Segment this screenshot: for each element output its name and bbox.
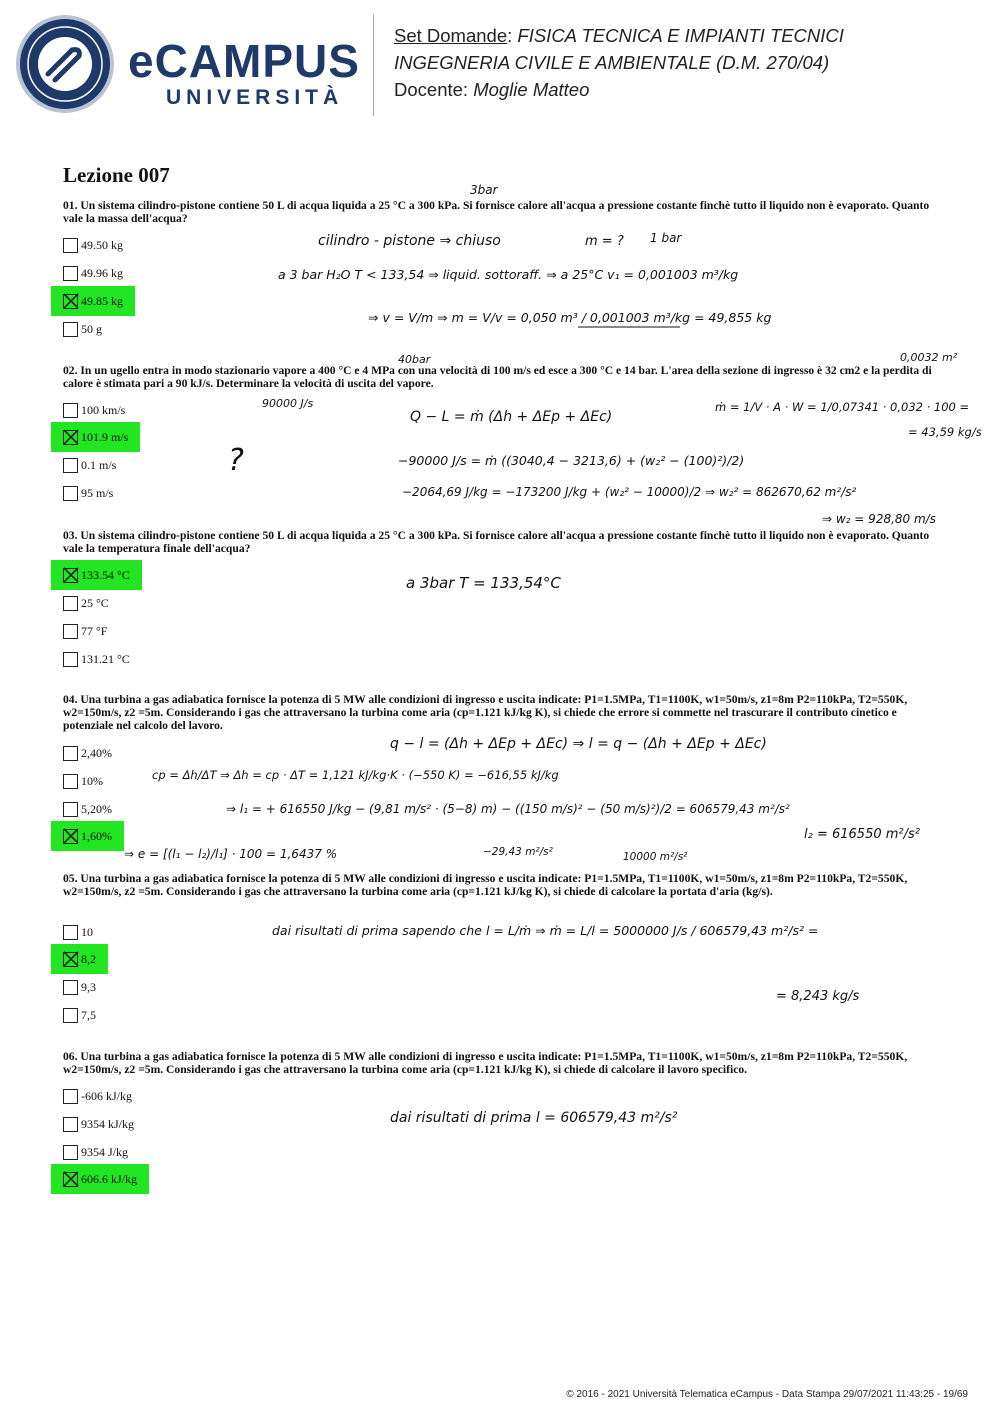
checkbox[interactable] bbox=[63, 925, 78, 940]
hw-note: Q − L = ṁ (Δh + ΔEp + ΔEc) bbox=[410, 409, 613, 425]
answer-option[interactable] bbox=[63, 1115, 134, 1133]
answer-option[interactable] bbox=[63, 236, 123, 254]
option-label: 77 °F bbox=[81, 623, 108, 638]
answer-option[interactable] bbox=[63, 484, 113, 502]
option-label: 133.54 °C bbox=[81, 567, 130, 582]
checkbox[interactable] bbox=[63, 486, 78, 501]
option-label: 9354 kJ/kg bbox=[81, 1116, 135, 1131]
page-footer: © 2016 - 2021 Università Telematica eCampus - Data Stampa 29/07/2021 11:43:25 - 19/69 bbox=[566, 1389, 968, 1400]
answer-option-selected[interactable] bbox=[51, 821, 124, 851]
option-label: 9,3 bbox=[81, 979, 96, 994]
checkbox[interactable] bbox=[63, 774, 78, 789]
hw-note: dai risultati di prima l = 606579,43 m²/s² bbox=[390, 1110, 678, 1126]
answer-option[interactable] bbox=[63, 594, 109, 612]
option-label: 0.1 m/s bbox=[81, 457, 117, 472]
question-text: 03. Un sistema cilindro-pistone contiene 50 L di acqua liquida a 25 °C a 300 kPa. Si fornisce calore all'acqua a pressione costante finchè tutto il liquido non è evaporato. Quanto vale la temperatura finale dell'acqua? bbox=[63, 529, 930, 555]
option-label: 606.6 kJ/kg bbox=[81, 1171, 138, 1186]
checkbox-checked[interactable] bbox=[63, 568, 78, 583]
hw-note: 0,0032 m² bbox=[900, 351, 958, 364]
hw-note: ⇒ l₁ = + 616550 J/kg − (9,81 m/s² · (5−8) m) − ((150 m/s)² − (50 m/s)²)/2 = 606579,43 m²/s² bbox=[226, 802, 790, 816]
hw-note: ? bbox=[228, 443, 244, 478]
course-line-1: FISICA TECNICA E IMPIANTI TECNICI bbox=[517, 25, 844, 46]
hw-note: −2064,69 J/kg = −173200 J/kg + (w₂² − 10000)/2 ⇒ w₂² = 862670,62 m²/s² bbox=[402, 485, 857, 499]
x-mark-icon bbox=[62, 827, 80, 845]
x-mark-icon bbox=[62, 292, 80, 310]
option-label: 10% bbox=[81, 773, 103, 788]
answer-option-selected[interactable] bbox=[51, 1164, 149, 1194]
option-label: 7,5 bbox=[81, 1007, 96, 1022]
x-mark-icon bbox=[62, 428, 80, 446]
answer-option[interactable] bbox=[63, 923, 93, 941]
question-text: 06. Una turbina a gas adiabatica fornisce la potenza di 5 MW alle condizioni di ingresso e uscita indicate: P1=1.5MPa, T1=1100K, w1=50m/s, z1=8m P2=110kPa, T2=550K, w2=150m/s, z2 =5m. Considerando i gas che attraversano la turbina come aria (cp=1.121 kJ/kg K), si chiede di calcolare il lavoro specifico. bbox=[63, 1050, 908, 1076]
option-label: 101.9 m/s bbox=[81, 429, 129, 444]
option-label: 49.50 kg bbox=[81, 237, 123, 252]
option-label: 5,20% bbox=[81, 801, 112, 816]
question-text: 04. Una turbina a gas adiabatica fornisce la potenza di 5 MW alle condizioni di ingresso e uscita indicate: P1=1.5MPa, T1=1100K, w1=50m/s, z1=8m P2=110kPa, T2=550K, w2=150m/s, z2 =5m. Considerando i gas che attraversano la turbina come aria (cp=1.121 kJ/kg K), si chiede che errore si commette nel trascurare il contributo cinetico e potenziale nel calcolo del lavoro. bbox=[63, 693, 908, 732]
option-label: 49.96 kg bbox=[81, 265, 123, 280]
hw-note: dai risultati di prima sapendo che l = L/ṁ ⇒ ṁ = L/l = 5000000 J/s / 606579,43 m²/s² = bbox=[272, 923, 819, 938]
x-mark-icon bbox=[62, 566, 80, 584]
checkbox[interactable] bbox=[63, 1008, 78, 1023]
answer-option[interactable] bbox=[63, 456, 116, 474]
answer-option[interactable] bbox=[63, 978, 96, 996]
checkbox-checked[interactable] bbox=[63, 829, 78, 844]
checkbox[interactable] bbox=[63, 238, 78, 253]
answer-option[interactable] bbox=[63, 650, 130, 668]
answer-option-selected[interactable] bbox=[51, 286, 135, 316]
hw-note: ⇒ w₂ = 928,80 m/s bbox=[822, 512, 936, 526]
answer-option[interactable] bbox=[63, 1143, 128, 1161]
checkbox[interactable] bbox=[63, 980, 78, 995]
course-line-2: INGEGNERIA CIVILE E AMBIENTALE (D.M. 270/04) bbox=[394, 52, 830, 73]
hw-note: ⇒ v = V/m ⇒ m = V/v = 0,050 m³ / 0,001003 m³/kg = 49,855 kg bbox=[368, 310, 772, 325]
page-header bbox=[0, 0, 1000, 130]
x-mark-icon bbox=[62, 950, 80, 968]
checkbox[interactable] bbox=[63, 746, 78, 761]
hw-note: 40bar bbox=[398, 353, 431, 366]
answer-option[interactable] bbox=[63, 320, 102, 338]
hw-note: 3bar bbox=[470, 183, 498, 197]
option-label: 9354 J/kg bbox=[81, 1144, 129, 1159]
question-text: 05. Una turbina a gas adiabatica fornisce la potenza di 5 MW alle condizioni di ingresso e uscita indicate: P1=1.5MPa, T1=1100K, w1=50m/s, z1=8m P2=110kPa, T2=550K, w2=150m/s, z2 =5m. Considerando i gas che attraversano la turbina come aria (cp=1.121 kJ/kg K), si chiede di calcolare la portata d'aria (kg/s). bbox=[63, 872, 908, 898]
checkbox-checked[interactable] bbox=[63, 1172, 78, 1187]
answer-option-selected[interactable] bbox=[51, 560, 142, 590]
option-label: 10 bbox=[81, 924, 93, 939]
answer-option[interactable] bbox=[63, 622, 107, 640]
header-info: Set Domande: FISICA TECNICA E IMPIANTI TECNICI INGEGNERIA CIVILE E AMBIENTALE (D.M. 270/04) Docente: Moglie Matteo bbox=[394, 25, 844, 100]
university-seal-logo bbox=[15, 14, 115, 114]
question-text: 01. Un sistema cilindro-pistone contiene 50 L di acqua liquida a 25 °C a 300 kPa. Si fornisce calore all'acqua a pressione costante finchè tutto il liquido non è evaporato. Quanto vale la massa dell'acqua? bbox=[63, 199, 930, 225]
checkbox[interactable] bbox=[63, 652, 78, 667]
checkbox[interactable] bbox=[63, 596, 78, 611]
brand-logo bbox=[128, 35, 360, 110]
hw-note: cp = Δh/ΔT ⇒ Δh = cp · ΔT = 1,121 kJ/kg·K · (−550 K) = −616,55 kJ/kg bbox=[152, 768, 559, 782]
brand-main: eCAMPUS bbox=[128, 35, 360, 87]
checkbox-checked[interactable] bbox=[63, 294, 78, 309]
header-divider bbox=[373, 14, 374, 116]
set-label: Set Domande bbox=[394, 25, 508, 46]
x-mark-icon bbox=[62, 1170, 80, 1188]
answer-option-selected[interactable] bbox=[51, 944, 108, 974]
checkbox[interactable] bbox=[63, 458, 78, 473]
hw-note: = 43,59 kg/s bbox=[908, 425, 982, 439]
checkbox[interactable] bbox=[63, 322, 78, 337]
answer-option[interactable] bbox=[63, 401, 125, 419]
checkbox[interactable] bbox=[63, 802, 78, 817]
question-text: 02. In un ugello entra in modo stazionario vapore a 400 °C e 4 MPa con una velocità di 100 m/s ed esce a 300 °C e 14 bar. L'area della sezione di ingresso è 32 cm2 e la perdita di calore è stimata pari a 90 kJ/s. Determinare la velocità di uscita del vapore. bbox=[63, 364, 932, 390]
option-label: 25 °C bbox=[81, 595, 109, 610]
answer-option[interactable] bbox=[63, 800, 112, 818]
hw-note: l₂ = 616550 m²/s² bbox=[804, 827, 920, 842]
checkbox[interactable] bbox=[63, 1117, 78, 1132]
option-label: 100 km/s bbox=[81, 402, 126, 417]
lesson-title: Lezione 007 bbox=[63, 163, 170, 187]
hw-note: −29,43 m²/s² bbox=[483, 846, 553, 858]
hw-note: −90000 J/s = ṁ ((3040,4 − 3213,6) + (w₂² − (100)²)/2) bbox=[398, 453, 745, 468]
answer-option[interactable] bbox=[63, 772, 103, 790]
hw-note: m = ? bbox=[585, 234, 624, 249]
teacher-label: Docente: bbox=[394, 79, 469, 100]
hw-note: ⇒ e = [(l₁ − l₂)/l₁] · 100 = 1,6437 % bbox=[124, 847, 338, 861]
option-label: 131.21 °C bbox=[81, 651, 130, 666]
checkbox[interactable] bbox=[63, 1145, 78, 1160]
brand-sub: UNIVERSITÀ bbox=[166, 86, 344, 109]
checkbox[interactable] bbox=[63, 1089, 78, 1104]
teacher-name: Moglie Matteo bbox=[473, 79, 590, 100]
option-label: 50 g bbox=[81, 321, 102, 336]
option-label: 1,60% bbox=[81, 828, 112, 843]
hw-note: 1 bar bbox=[650, 231, 682, 245]
checkbox-checked[interactable] bbox=[63, 952, 78, 967]
checkbox[interactable] bbox=[63, 403, 78, 418]
hw-note: q − l = (Δh + ΔEp + ΔEc) ⇒ l = q − (Δh + ΔEp + ΔEc) bbox=[390, 736, 767, 752]
option-label: 8,2 bbox=[81, 951, 96, 966]
option-label: 2,40% bbox=[81, 745, 112, 760]
answer-option[interactable] bbox=[63, 1006, 96, 1024]
hw-note: a 3 bar H₂O T < 133,54 ⇒ liquid. sottoraff. ⇒ a 25°C v₁ = 0,001003 m³/kg bbox=[278, 267, 739, 282]
hw-note: 10000 m²/s² bbox=[623, 851, 688, 863]
hw-note: = 8,243 kg/s bbox=[776, 989, 860, 1004]
checkbox[interactable] bbox=[63, 266, 78, 281]
option-label: 95 m/s bbox=[81, 485, 114, 500]
answer-option[interactable] bbox=[63, 264, 123, 282]
hw-note: a 3bar T = 133,54°C bbox=[406, 574, 561, 592]
hw-note: cilindro - pistone ⇒ chiuso bbox=[318, 233, 501, 249]
hw-note: ṁ = 1/V · A · W = 1/0,07341 · 0,032 · 100 = bbox=[715, 400, 970, 414]
checkbox[interactable] bbox=[63, 624, 78, 639]
answer-option[interactable] bbox=[63, 1087, 132, 1105]
hw-note: 90000 J/s bbox=[262, 397, 314, 410]
answer-option[interactable] bbox=[63, 744, 112, 762]
checkbox-checked[interactable] bbox=[63, 430, 78, 445]
answer-option-selected[interactable] bbox=[51, 422, 140, 452]
option-label: 49.85 kg bbox=[81, 293, 123, 308]
option-label: -606 kJ/kg bbox=[81, 1088, 132, 1103]
